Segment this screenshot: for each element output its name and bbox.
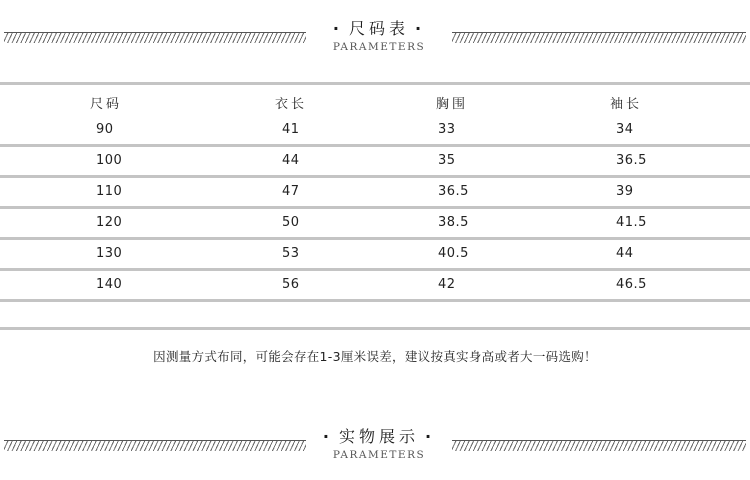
size-table — [0, 82, 750, 330]
table-row — [0, 116, 750, 144]
cell-chest: 36.5 — [438, 184, 469, 199]
dot-left: · — [332, 19, 343, 38]
cell-size: 110 — [96, 184, 123, 199]
cell-length: 44 — [282, 153, 300, 168]
cell-size: 120 — [96, 215, 123, 230]
table-bottom-spacer — [0, 302, 750, 327]
cell-chest: 33 — [438, 122, 456, 137]
dot-right: · — [415, 19, 426, 38]
table-rule — [0, 327, 750, 330]
cell-length: 53 — [282, 246, 300, 261]
dot-left: · — [322, 427, 333, 446]
table-header-row — [0, 85, 750, 116]
cell-chest: 38.5 — [438, 215, 469, 230]
cell-size: 130 — [96, 246, 123, 261]
cell-sleeve: 36.5 — [616, 153, 647, 168]
size-chart-subtitle: PARAMETERS — [332, 41, 426, 53]
cell-size: 90 — [96, 122, 114, 137]
photo-section-subtitle: PARAMETERS — [332, 449, 426, 461]
table-row — [0, 147, 750, 175]
cell-length: 47 — [282, 184, 300, 199]
column-header-length: 衣长 — [275, 97, 308, 112]
cell-size: 100 — [96, 153, 123, 168]
cell-length: 41 — [282, 122, 300, 137]
cell-chest: 35 — [438, 153, 456, 168]
photo-section-title-wrap — [312, 424, 446, 447]
cell-sleeve: 39 — [616, 184, 634, 199]
decorative-hatch-left — [4, 440, 306, 451]
decorative-hatch-right — [452, 32, 746, 43]
photo-section-header — [0, 420, 750, 460]
cell-sleeve: 46.5 — [616, 277, 647, 292]
table-row — [0, 240, 750, 268]
table-row — [0, 178, 750, 206]
column-header-size: 尺码 — [90, 97, 123, 112]
size-chart-title-wrap — [312, 16, 446, 39]
measurement-note: 因测量方式布同，可能会存在1-3厘米误差，建议按真实身高或者大一码选购！ — [153, 349, 597, 364]
table-row — [0, 209, 750, 237]
cell-chest: 42 — [438, 277, 456, 292]
table-row — [0, 271, 750, 299]
column-header-sleeve: 袖长 — [610, 97, 643, 112]
cell-sleeve: 41.5 — [616, 215, 647, 230]
decorative-hatch-right — [452, 440, 746, 451]
size-chart-header — [0, 12, 750, 52]
size-chart-title: 尺码表 — [348, 19, 409, 38]
photo-section-title: 实物展示 — [338, 427, 419, 446]
dot-right: · — [425, 427, 436, 446]
cell-sleeve: 44 — [616, 246, 634, 261]
column-header-chest: 胸围 — [436, 97, 469, 112]
cell-length: 56 — [282, 277, 300, 292]
decorative-hatch-left — [4, 32, 306, 43]
cell-size: 140 — [96, 277, 123, 292]
cell-sleeve: 34 — [616, 122, 634, 137]
cell-length: 50 — [282, 215, 300, 230]
cell-chest: 40.5 — [438, 246, 469, 261]
